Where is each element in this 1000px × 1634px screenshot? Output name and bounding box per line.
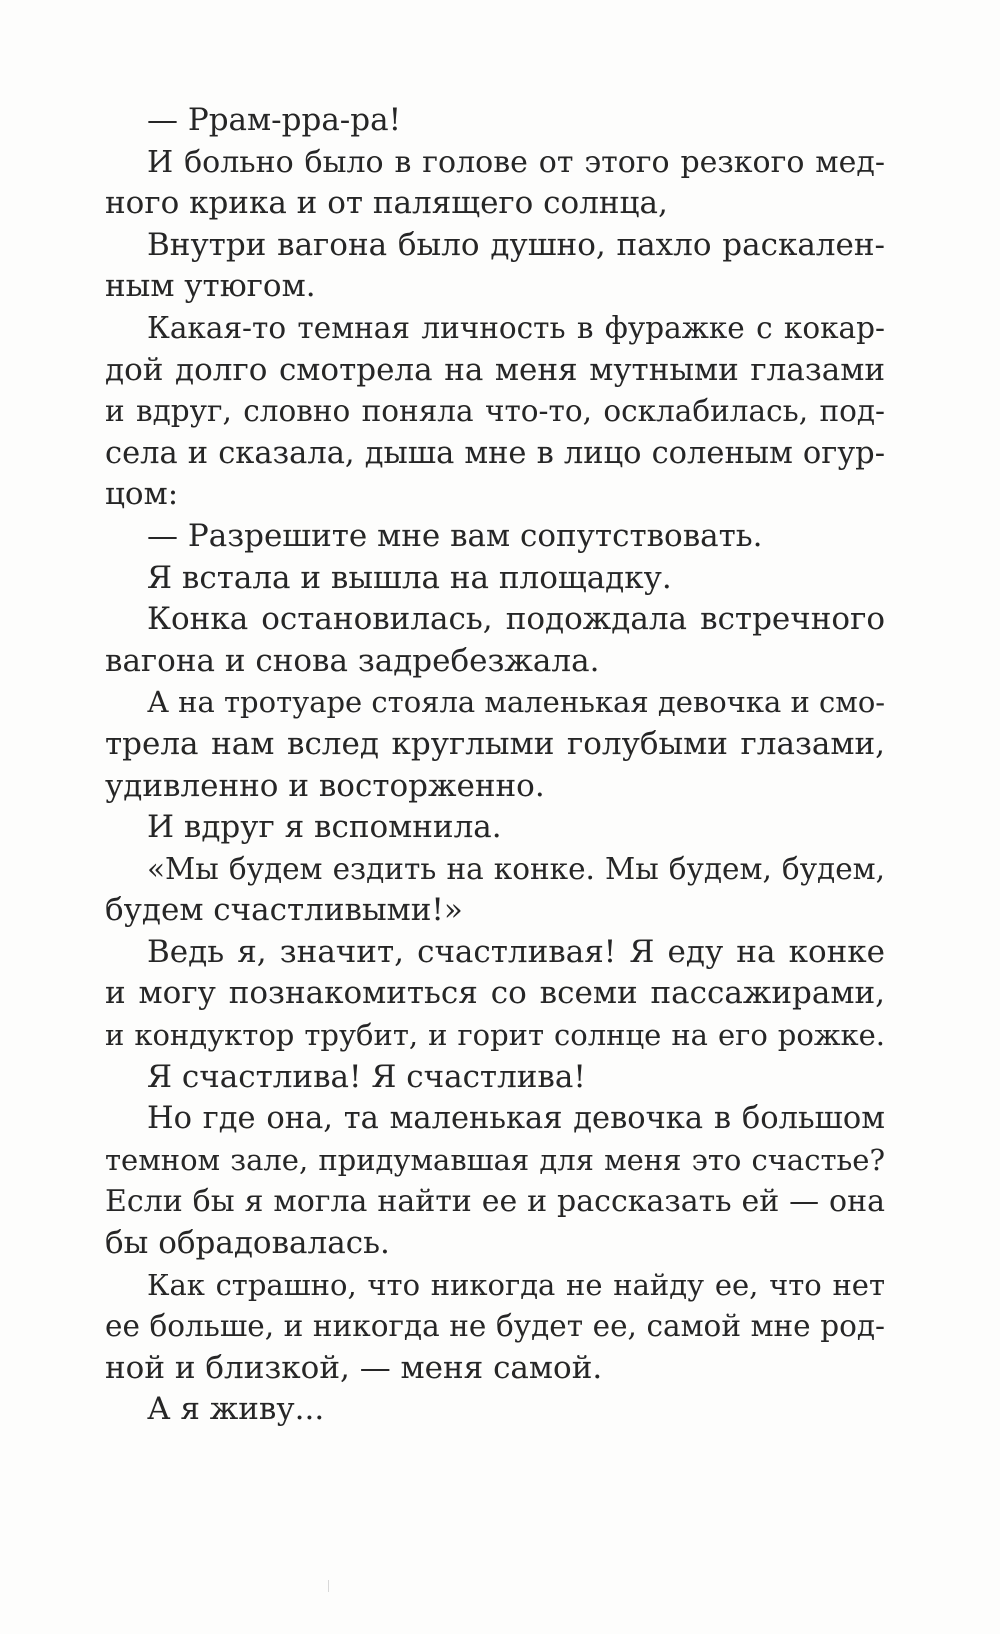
text-line: села и сказала, дыша мне в лицо соленым огур- xyxy=(105,435,885,471)
text-line: А на тротуаре стояла маленькая девочка и смо- xyxy=(147,685,886,720)
text-line: дой долго смотрела на меня мутными глазами xyxy=(105,351,885,388)
text-line: ной и близкой, — меня самой. xyxy=(105,1349,603,1386)
page-mark xyxy=(328,1580,329,1592)
text-line: Я счастлива! Я счастлива! xyxy=(147,1058,586,1095)
text-line: ным утюгом. xyxy=(105,268,316,305)
text-line: и кондуктор трубит, и горит солнце на его рожке. xyxy=(105,1018,885,1053)
text-line: Если бы я могла найти ее и рассказать ей — она xyxy=(105,1184,885,1220)
text-line: ее больше, и никогда не будет ее, самой мне род- xyxy=(105,1309,885,1344)
text-line: Я встала и вышла на площадку. xyxy=(147,559,672,596)
text-line: Как страшно, что никогда не найду ее, что нет xyxy=(147,1267,885,1302)
text-line: И вдруг я вспомнила. xyxy=(147,809,502,846)
text-line: Конка остановилась, подождала встречного xyxy=(147,601,885,638)
text-line: будем счастливыми!» xyxy=(105,892,463,929)
text-line: — Ррам-рра-ра! xyxy=(147,102,402,138)
text-line: цом: xyxy=(105,476,179,513)
text-line: Ведь я, значит, счастливая! Я еду на конке xyxy=(147,933,885,970)
text-line: бы обрадовалась. xyxy=(105,1225,390,1262)
text-line: И больно было в голове от этого резкого мед- xyxy=(147,144,885,180)
text-line: «Мы будем ездить на конке. Мы будем, будем, xyxy=(147,851,885,886)
text-line: и вдруг, словно поняла что-то, осклабилась, под- xyxy=(105,394,885,429)
text-line: и могу познакомиться со всеми пассажирами, xyxy=(105,975,885,1012)
text-line: А я живу... xyxy=(147,1391,325,1428)
text-line: удивленно и восторженно. xyxy=(105,767,545,804)
text-line: ного крика и от палящего солнца, xyxy=(105,185,668,222)
text-line: темном зале, придумавшая для меня это счастье? xyxy=(105,1142,885,1177)
text-line: Но где она, та маленькая девочка в большом xyxy=(147,1101,885,1137)
text-line: вагона и снова задребезжала. xyxy=(105,642,600,679)
text-line: Внутри вагона было душно, пахло раскален- xyxy=(147,226,885,263)
body-text xyxy=(105,100,885,1431)
text-line: трела нам вслед круглыми голубыми глазами, xyxy=(105,725,885,762)
text-line: Какая-то темная личность в фуражке с кокар- xyxy=(147,310,885,345)
text-line: — Разрешите мне вам сопутствовать. xyxy=(147,517,763,554)
